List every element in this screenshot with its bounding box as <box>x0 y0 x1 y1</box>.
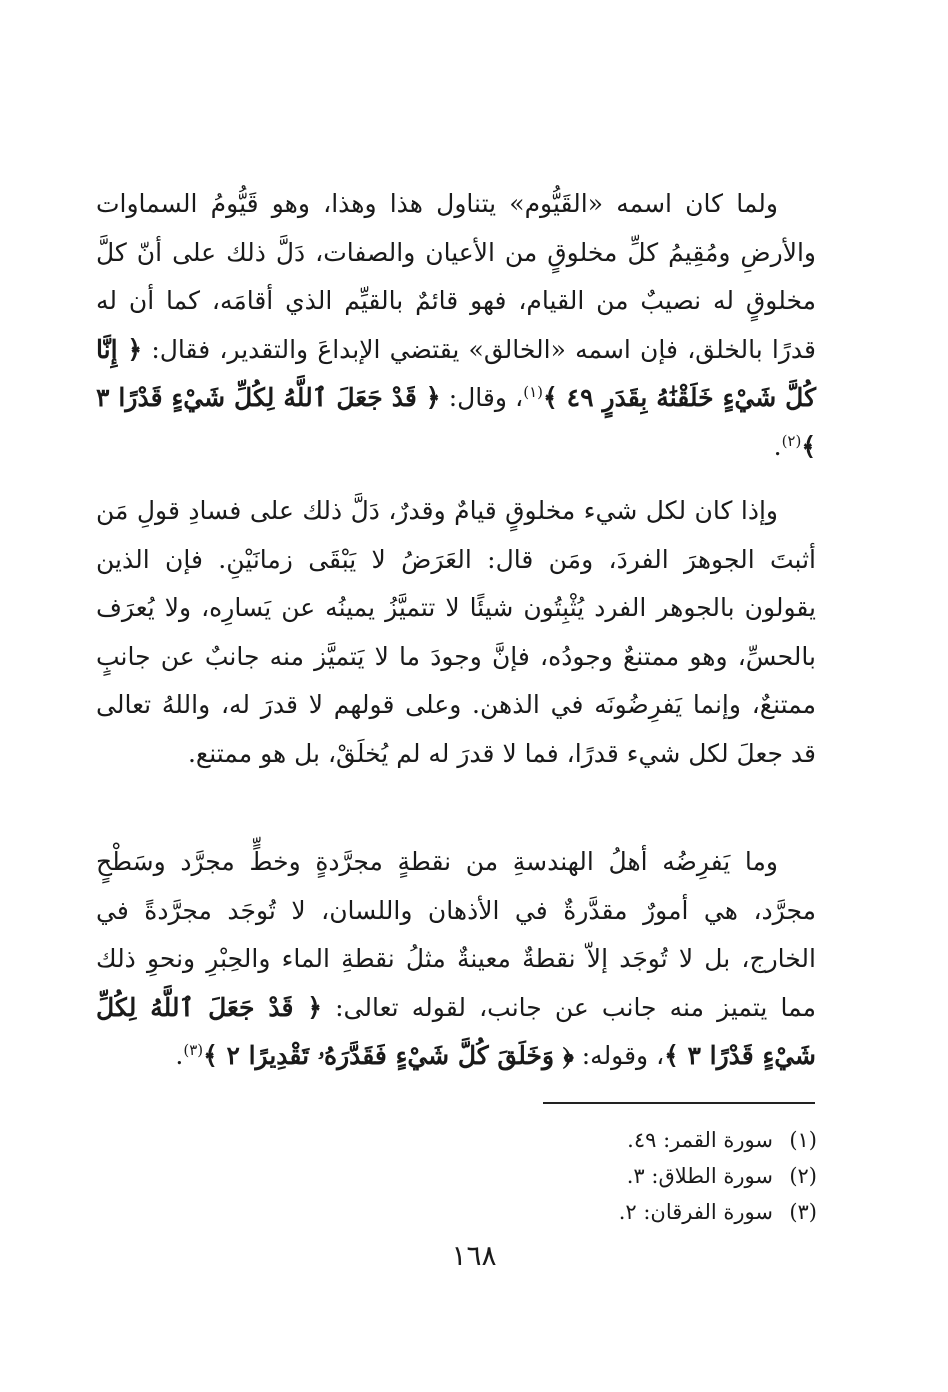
footnote-ref: (٣) <box>183 1041 204 1059</box>
quran-verse: ﴿ قَدْ جَعَلَ ٱللَّهُ لِكُلِّ شَيْءٍ قَدْرًا ٣ ﴾ <box>96 383 816 461</box>
text-segment: . <box>175 1041 184 1070</box>
footnote-divider <box>543 1102 815 1104</box>
footnote-text: سورة الطلاق: ٣. <box>626 1164 773 1188</box>
text-segment: وما يَفرِضُه أهلُ الهندسةِ من نقطةٍ مجرَّدةٍ وخطٍّ مجرَّد وسَطْحٍ مجرَّد، هي أمورٌ مقدَّرةٌ في الأذهان واللسان، لا تُوجَد مجرَّدةً في الخارج، بل لا تُوجَد إلاّ نقطةٌ معينةٌ مثلُ نقطةِ الماء والحِبْرِ ونحوِ ذلك مما يتميز منه جانب عن جانب، لقوله تعالى: <box>96 847 816 1022</box>
footnote-number: (٣) <box>789 1200 817 1224</box>
footnote-ref: (٢) <box>781 431 802 450</box>
paragraph-1 <box>96 180 816 471</box>
paragraph-3 <box>96 838 816 1081</box>
footnote-text: سورة الفرقان: ٢. <box>618 1200 773 1224</box>
page-number: ١٦٨ <box>451 1239 497 1272</box>
footnote-item <box>420 1194 817 1230</box>
paragraph-2 <box>96 487 816 778</box>
text-segment: ، وقوله: <box>573 1041 665 1070</box>
footnote-number: (٢) <box>789 1164 817 1188</box>
quran-verse: ﴿ وَخَلَقَ كُلَّ شَيْءٍ فَقَدَّرَهُۥ تَقْدِيرًا ٢ ﴾ <box>203 1041 574 1070</box>
text-segment: وإذا كان لكل شيء مخلوقٍ قيامٌ وقدرٌ، دَلَّ ذلك على فسادِ قولِ مَن أثبتَ الجوهرَ الفردَ، ومَن قال: العَرَضُ لا يَبْقَى زمانَيْنِ. فإن الذين يقولون بالجوهر الفرد يُثْبِتُون شيئًا لا تتميَّزُ يمينُه عن يَسارِه، ولا يُعرَف بالحسِّ، وهو ممتنعٌ وجودُه، فإنَّ وجودَ ما لا يَتميَّز منه جانبٌ عن جانبٍ ممتنعٌ، وإنما يَفرِضُونَه في الذهن. وعلى قولهم لا قدرَ له، واللهُ تعالى قد جعلَ لكل شيء قدرًا، فما لا قدرَ له لم يُخلَقْ، بل هو ممتنع. <box>96 496 816 768</box>
footnote-item <box>420 1122 817 1158</box>
footnote-item <box>420 1158 817 1194</box>
quran-verse: ﴿ قَدْ جَعَلَ ٱللَّهُ لِكُلِّ شَيْءٍ قَدْرًا ٣ ﴾ <box>96 992 816 1070</box>
footnote-number: (١) <box>789 1128 817 1152</box>
footnote-text: سورة القمر: ٤٩. <box>627 1128 773 1152</box>
text-segment: ، وقال: <box>440 383 524 412</box>
footnotes-list <box>420 1122 817 1230</box>
quran-verse: ﴿ إِنَّا كُلَّ شَيْءٍ خَلَقْنَٰهُ بِقَدَرٍ ٤٩ ﴾ <box>96 334 816 412</box>
text-segment: . <box>773 431 782 461</box>
text-segment: ولما كان اسمه «القَيُّوم» يتناول هذا وهذا، وهو قَيُّومُ السماوات والأرضِ ومُقِيمُ كلِّ مخلوقٍ من الأعيان والصفات، دَلَّ ذلك على أنّ كلَّ مخلوقٍ له نصيبٌ من القيام، فهو قائمٌ بالقيِّم الذي أقامَه، كما أن له قدرًا بالخلق، فإن اسمه «الخالق» يقتضي الإبداعَ والتقدير، فقال: <box>96 189 817 364</box>
footnote-ref: (١) <box>523 383 544 401</box>
